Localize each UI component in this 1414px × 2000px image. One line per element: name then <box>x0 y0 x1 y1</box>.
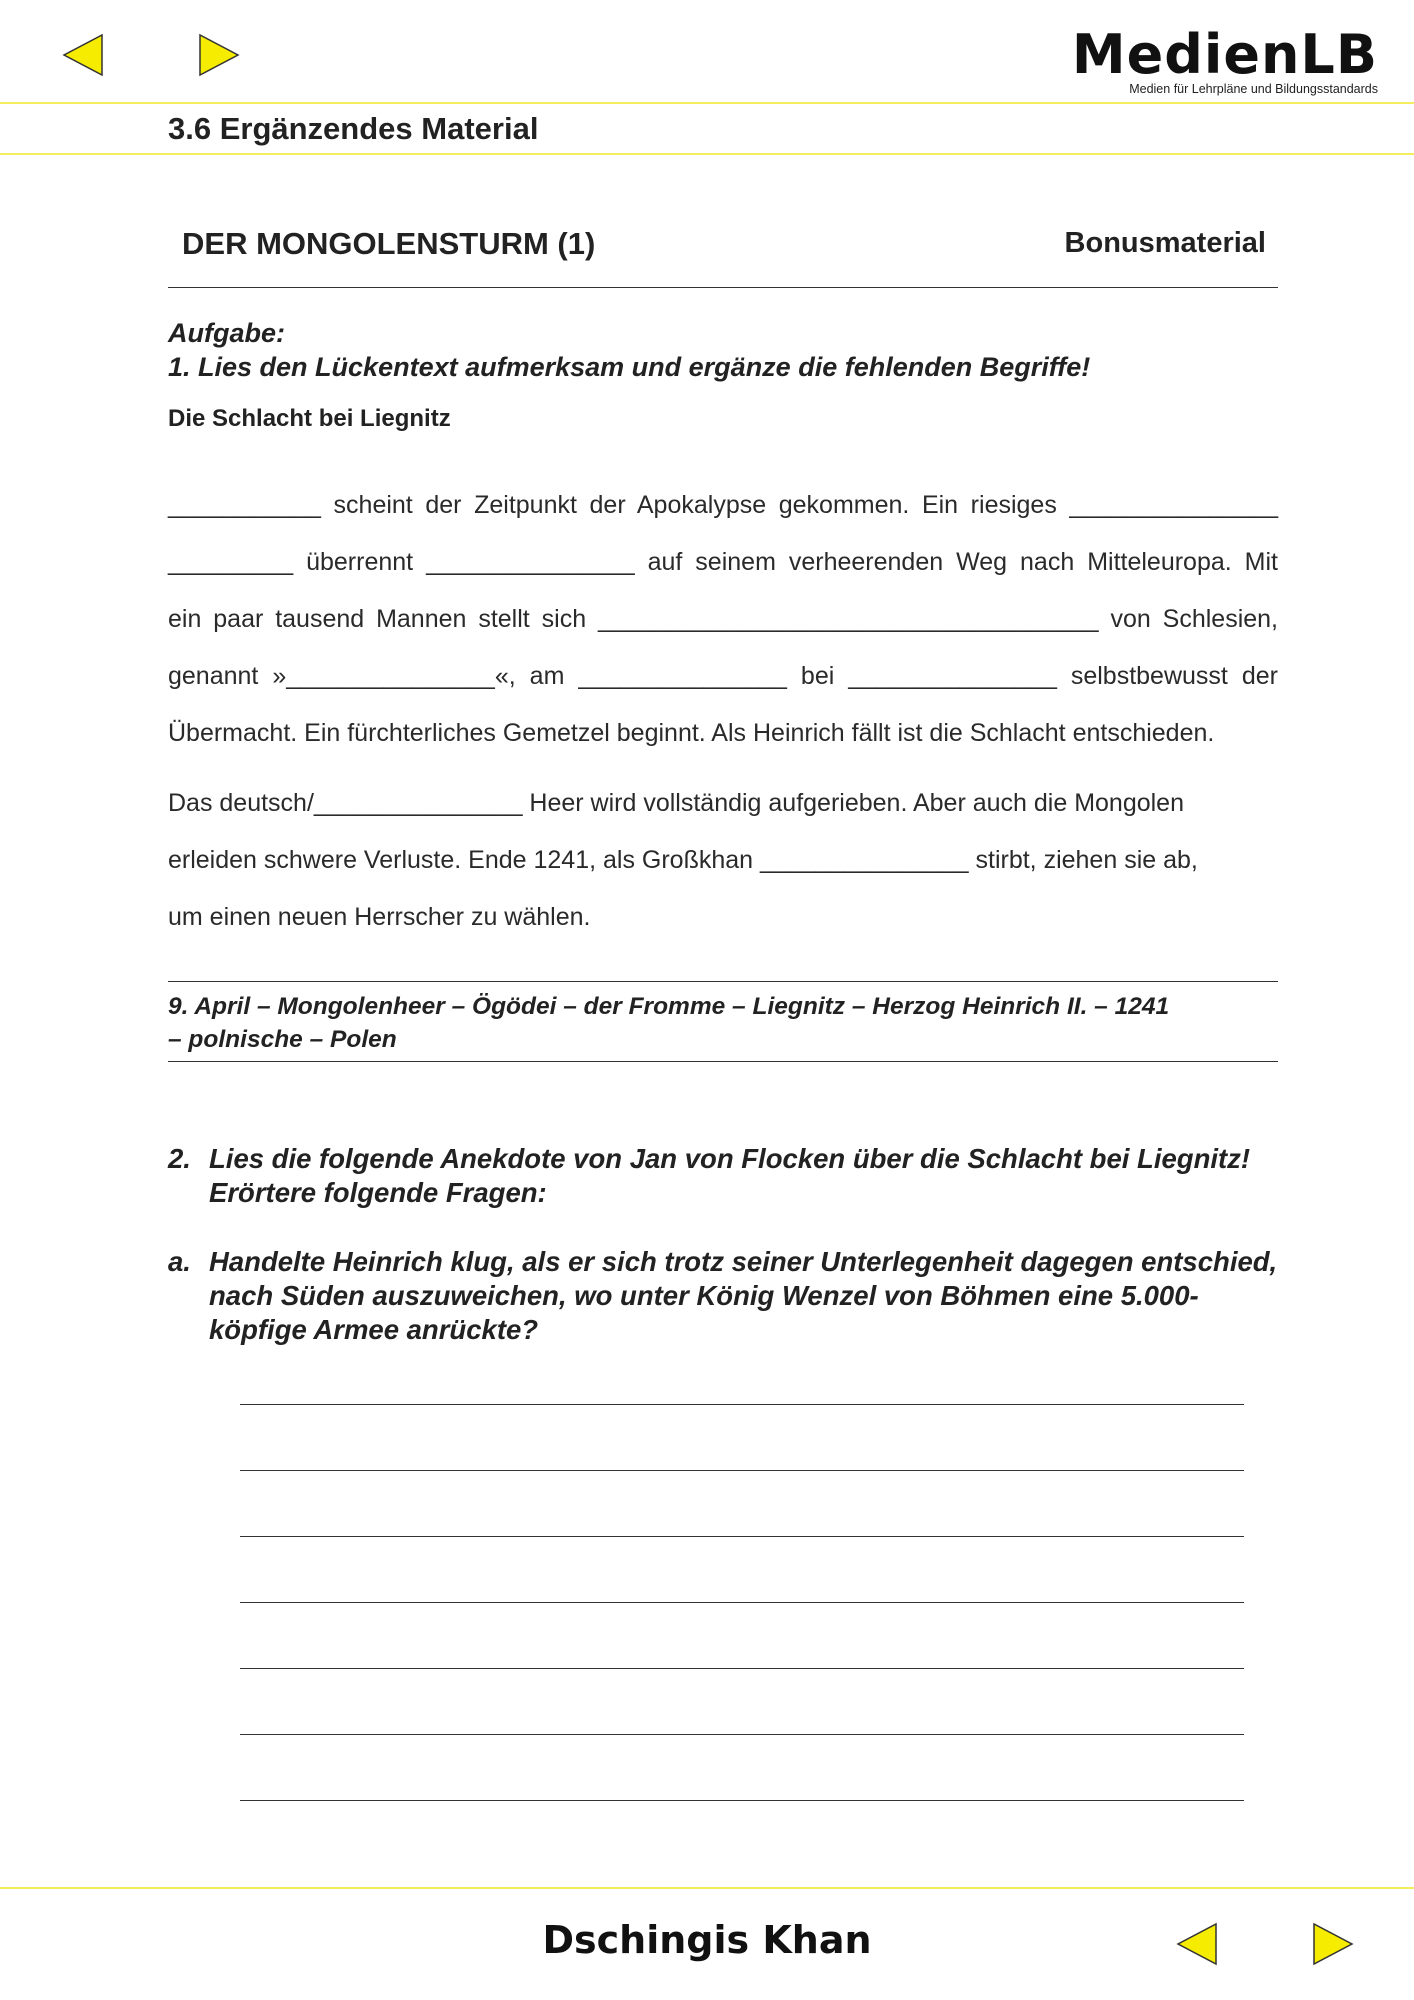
header-top-divider <box>0 102 1414 104</box>
answer-line[interactable] <box>240 1404 1244 1405</box>
word-bank-bottom-divider <box>168 1061 1278 1062</box>
question-2 <box>168 1142 1288 1210</box>
previous-page-arrow-icon[interactable] <box>60 32 106 78</box>
word-bank-line: 9. April – Mongolenheer – Ögödei – der Fromme – Liegnitz – Herzog Heinrich II. – 1241 <box>168 993 1170 1020</box>
question-a-text: Handelte Heinrich klug, als er sich trotz seiner Unterlegenheit dagegen entschied, nach Süden auszuweichen, wo unter König Wenzel von Böhmen eine 5.000-köpfige Armee anrückte? <box>209 1246 1278 1345</box>
word-bank <box>168 990 1268 1056</box>
word-bank-line: – polnische – Polen <box>168 1026 397 1053</box>
cloze-line[interactable]: genannt »_______________«, am _______________ bei _______________ selbstbewusst der <box>168 662 1278 690</box>
next-page-arrow-icon[interactable] <box>196 32 242 78</box>
task-heading <box>168 316 1090 384</box>
cloze-line[interactable]: _________ überrennt _______________ auf seinem verheerenden Weg nach Mitteleuropa. Mit <box>168 548 1278 576</box>
cloze-line[interactable]: erleiden schwere Verluste. Ende 1241, als Großkhan _______________ stirbt, ziehen sie ab, <box>168 846 1198 874</box>
answer-line[interactable] <box>240 1602 1244 1603</box>
word-bank-top-divider <box>168 981 1278 982</box>
cloze-subheading: Die Schlacht bei Liegnitz <box>168 405 451 432</box>
answer-line[interactable] <box>240 1668 1244 1669</box>
question-2-number: 2. <box>168 1143 191 1174</box>
medienlb-logo <box>1071 23 1378 96</box>
cloze-line: Übermacht. Ein fürchterliches Gemetzel beginnt. Als Heinrich fällt ist die Schlacht entschieden. <box>168 719 1215 747</box>
answer-line[interactable] <box>240 1470 1244 1471</box>
cloze-line: um einen neuen Herrscher zu wählen. <box>168 903 591 931</box>
logo-tagline: Medien für Lehrpläne und Bildungsstandards <box>1129 82 1378 96</box>
question-a-number: a. <box>168 1246 191 1277</box>
answer-line[interactable] <box>240 1536 1244 1537</box>
question-a <box>168 1245 1288 1347</box>
logo-wordmark: MedienLB <box>1071 23 1378 86</box>
cloze-line[interactable]: Das deutsch/_______________ Heer wird vollständig aufgerieben. Aber auch die Mongolen <box>168 789 1184 817</box>
document-title: DER MONGOLENSTURM (1) <box>182 226 596 261</box>
task-label: Aufgabe: <box>168 318 285 348</box>
answer-line[interactable] <box>240 1734 1244 1735</box>
header-bottom-divider <box>0 153 1414 155</box>
section-title: 3.6 Ergänzendes Material <box>168 111 539 146</box>
cloze-line[interactable]: ___________ scheint der Zeitpunkt der Apokalypse gekommen. Ein riesiges _______________ <box>168 491 1278 519</box>
task-instruction: 1. Lies den Lückentext aufmerksam und ergänze die fehlenden Begriffe! <box>168 352 1091 382</box>
question-2-text: Lies die folgende Anekdote von Jan von Flocken über die Schlacht bei Liegnitz! Erörtere folgende Fragen: <box>209 1143 1251 1208</box>
answer-line[interactable] <box>240 1800 1244 1801</box>
bonus-badge: Bonusmaterial <box>1064 227 1266 259</box>
cloze-line[interactable]: ein paar tausend Mannen stellt sich ____________________________________ von Schlesien, <box>168 605 1278 633</box>
footer-next-arrow-icon[interactable] <box>1310 1921 1356 1967</box>
title-divider <box>168 287 1278 288</box>
footer-title: Dschingis Khan <box>542 1918 872 1962</box>
footer-previous-arrow-icon[interactable] <box>1174 1921 1220 1967</box>
footer-divider <box>0 1887 1414 1889</box>
